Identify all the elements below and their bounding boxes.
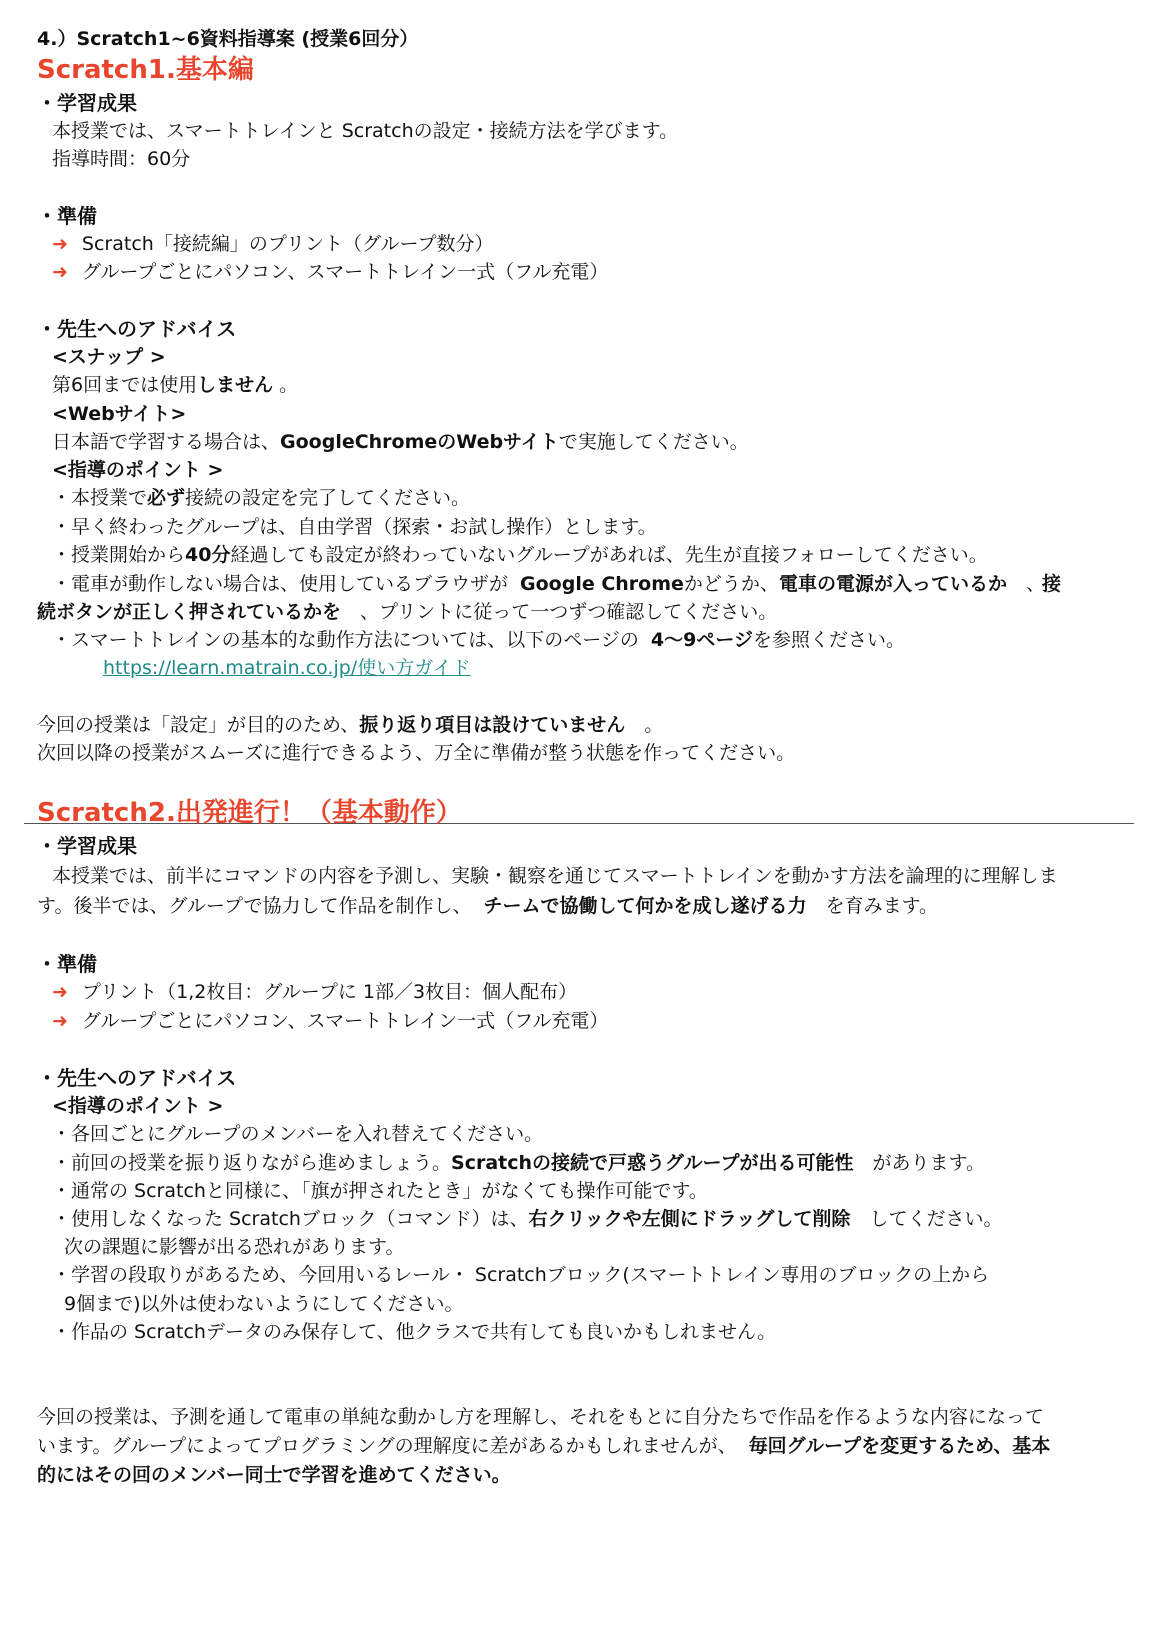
section1-duration: 指導時間：60分	[52, 148, 191, 170]
section1-title: Scratch1.基本編	[37, 55, 254, 85]
section2-title: Scratch2.出発進行！（基本動作）	[37, 798, 462, 828]
point-item: ・前回の授業を振り返りながら進めましょう。Scratchの接続で戸惑うグループが出る可能性 があります。	[52, 1152, 985, 1174]
section2-closing: 的にはその回のメンバー同士で学習を進めてください。	[37, 1464, 511, 1486]
point-item: ・学習の段取りがあるため、今回用いるレール・ Scratchブロック(スマートトレイン専用のブロックの上から	[52, 1264, 990, 1286]
section1-closing: 今回の授業は「設定」が目的のため、振り返り項目は設けていません 。	[37, 714, 664, 736]
web-note: 日本語で学習する場合は、GoogleChromeのWebサイトで実施してください。	[52, 431, 749, 453]
snap-note: 第6回までは使用しません 。	[52, 374, 299, 396]
point-item: ・各回ごとにグループのメンバーを入れ替えてください。	[52, 1123, 544, 1145]
arrow-right-icon: ➜	[52, 1010, 68, 1032]
section1-prep-item: ➜ Scratch「接続編」のプリント（グループ数分）	[52, 233, 494, 255]
section2-prep-item: ➜ グループごとにパソコン、スマートトレイン一式（フル充電）	[52, 1010, 609, 1032]
point-item: ・スマートトレインの基本的な動作方法については、以下のページの 4～9ページを参照ください。	[52, 629, 905, 651]
point-item: ・使用しなくなった Scratchブロック（コマンド）は、右クリックや左側にドラッグして削除 してください。	[52, 1208, 1003, 1230]
section2-advice-heading: ・先生へのアドバイス	[37, 1066, 237, 1090]
section1-prep-item: ➜ グループごとにパソコン、スマートトレイン一式（フル充電）	[52, 261, 609, 283]
section2-prep-item: ➜ プリント（1,2枚目：グループに 1部／3枚目：個人配布）	[52, 981, 578, 1003]
arrow-right-icon: ➜	[52, 233, 68, 255]
section2-prep-heading: ・準備	[37, 952, 97, 976]
section2-outcome-text: す。後半では、グループで協力して作品を制作し、 チームで協働して何かを成し遂げる力 を育みます。	[37, 895, 939, 917]
section2-outcome-heading: ・学習成果	[37, 834, 137, 858]
section1-advice-heading: ・先生へのアドバイス	[37, 317, 237, 341]
section2-point-heading: <指導のポイント >	[52, 1095, 224, 1117]
section1-point-heading: <指導のポイント >	[52, 459, 224, 481]
section1-closing: 次回以降の授業がスムーズに進行できるよう、万全に準備が整う状態を作ってください。	[37, 742, 796, 764]
section2-outcome-text: 本授業では、前半にコマンドの内容を予測し、実験・観察を通じてスマートトレインを動かす方法を論理的に理解しま	[52, 865, 1058, 887]
section1-outcome-text: 本授業では、スマートトレインと Scratchの設定・接続方法を学びます。	[52, 120, 679, 142]
point-item-continued: 続ボタンが正しく押されているかを 、プリントに従って一つずつ確認してください。	[37, 601, 778, 623]
point-item-continued: 9個まで)以外は使わないようにしてください。	[64, 1293, 464, 1315]
section2-closing: います。グループによってプログラミングの理解度に差があるかもしれませんが、 毎回グループを変更するため、基本	[37, 1435, 1051, 1457]
snap-heading: <スナップ >	[52, 346, 166, 368]
point-item: ・作品の Scratchデータのみ保存して、他クラスで共有しても良いかもしれません。	[52, 1321, 777, 1343]
section2-closing: 今回の授業は、予測を通して電車の単純な動かし方を理解し、それをもとに自分たちで作品を作るような内容になって	[37, 1406, 1044, 1428]
section1-prep-heading: ・準備	[37, 204, 97, 228]
point-item-continued: 次の課題に影響が出る恐れがあります。	[64, 1236, 405, 1258]
point-item: ・本授業で必ず接続の設定を完了してください。	[52, 487, 471, 509]
guide-link[interactable]: https://learn.matrain.co.jp/使い方ガイド	[103, 657, 471, 679]
point-item: ・早く終わったグループは、自由学習（探索・お試し操作）とします。	[52, 516, 657, 538]
point-item: ・通常の Scratchと同様に、「旗が押されたとき」がなくても操作可能です。	[52, 1180, 708, 1202]
arrow-right-icon: ➜	[52, 981, 68, 1003]
section1-outcome-heading: ・学習成果	[37, 91, 137, 115]
point-item: ・授業開始から40分経過しても設定が終わっていないグループがあれば、先生が直接フォローしてください。	[52, 544, 988, 566]
arrow-right-icon: ➜	[52, 261, 68, 283]
point-item-wrap: 接	[1042, 573, 1062, 595]
web-heading: <Webサイト>	[52, 403, 187, 425]
point-item: ・電車が動作しない場合は、使用しているブラウザが Google Chromeかどうか、電車の電源が入っているか 、	[52, 573, 1045, 595]
document-heading: 4.）Scratch1~6資料指導案 (授業6回分）	[37, 28, 419, 50]
